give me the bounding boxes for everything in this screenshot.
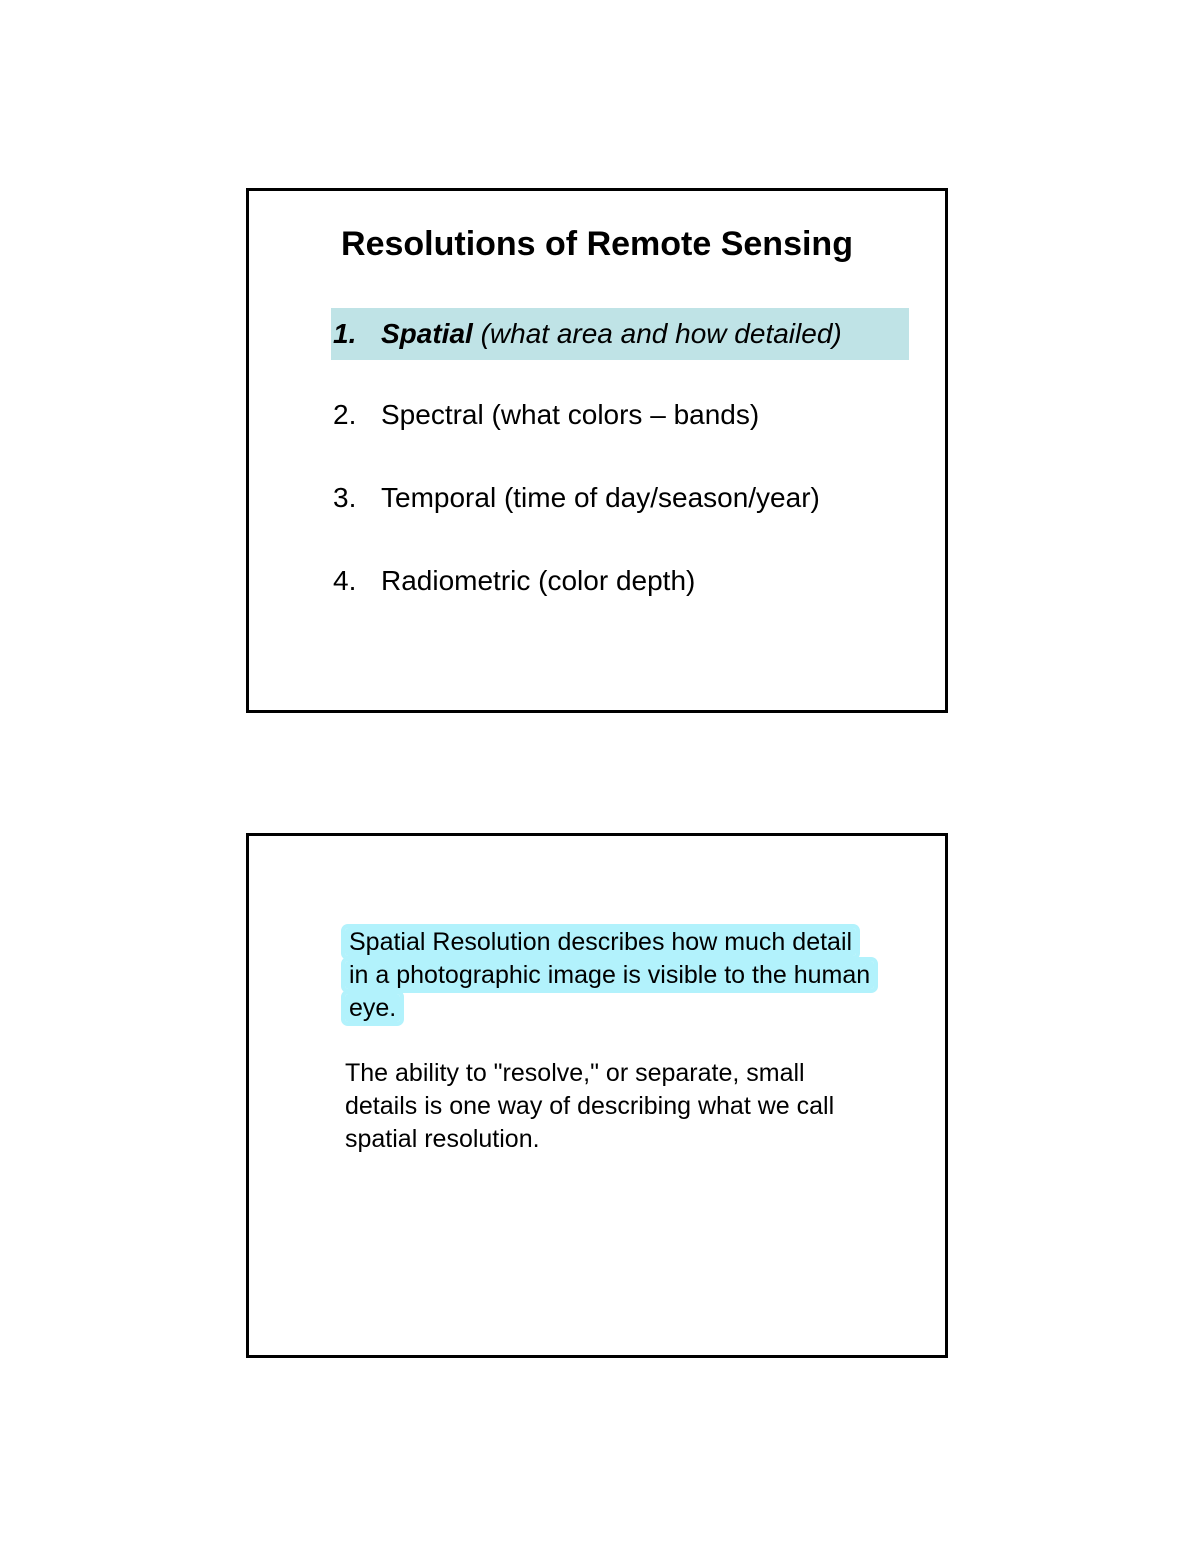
slide-spatial-resolution <box>246 833 948 1358</box>
list-text: Radiometric (color depth) <box>381 565 696 596</box>
list-description: (what area and how detailed) <box>480 318 842 349</box>
list-text: Spectral (what colors – bands) <box>381 399 760 430</box>
slide-title: Resolutions of Remote Sensing <box>341 225 853 263</box>
list-number: 4. <box>333 565 357 596</box>
slide-resolutions-of-remote-sensing <box>246 188 948 713</box>
spatial-resolution-definition <box>345 926 875 1025</box>
highlighted-text: Spatial Resolution describes how much detail in a photographic image is visible to the human eye. <box>345 928 874 1022</box>
list-number: 3. <box>333 482 357 513</box>
resolve-ability-paragraph: The ability to "resolve," or separate, small details is one way of describing what we call spatial resolution. <box>345 1059 835 1153</box>
list-item-spatial <box>331 308 909 360</box>
list-text: Temporal (time of day/season/year) <box>381 482 820 513</box>
list-text <box>381 308 842 360</box>
list-number: 2. <box>333 399 357 430</box>
list-number: 1. <box>333 318 357 349</box>
list-term: Spatial <box>381 318 473 349</box>
